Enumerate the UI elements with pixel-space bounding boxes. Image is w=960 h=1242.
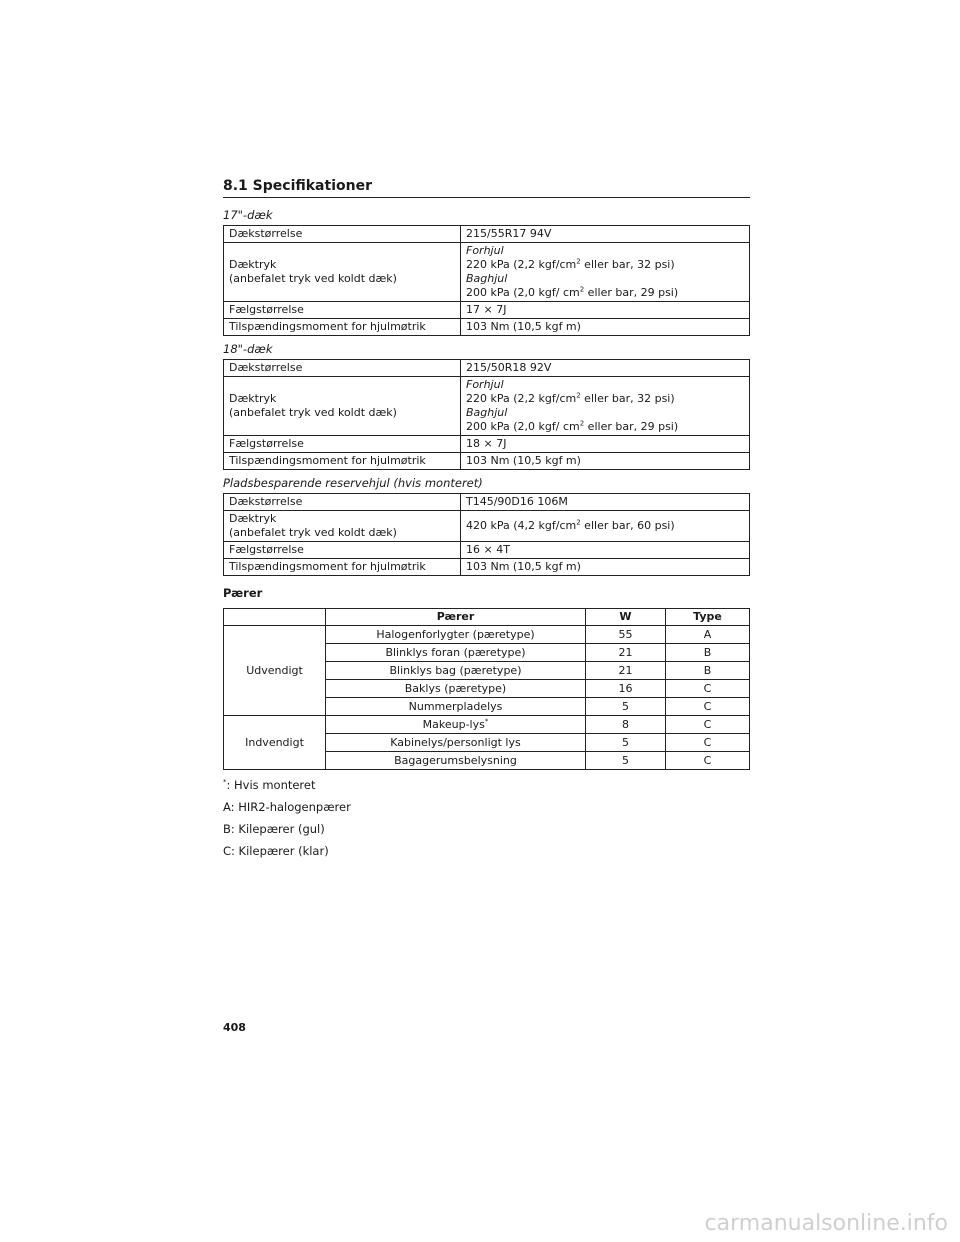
table-row [224,511,750,542]
watermark: carmanualsonline.info [704,1211,948,1236]
table-row [224,453,750,470]
page-content [223,178,750,866]
header-empty [224,609,326,626]
bulb-type: A [666,626,750,644]
bulb-watt: 8 [586,716,666,734]
bulb-type: C [666,716,750,734]
footnote: *: Hvis monteret [223,778,316,792]
rear-wheel-label: Baghjul [466,406,508,419]
bulb-watt: 21 [586,662,666,680]
footnote-mark: * [484,717,489,726]
torque-label: Tilspændingsmoment for hjulmøtrik [224,559,461,576]
tire-pressure-label-line2: (anbefalet tryk ved koldt dæk) [229,526,397,539]
legend-a: A: HIR2-halogenpærer [223,800,351,814]
rear-wheel-label: Baghjul [466,272,508,285]
tire-pressure-label-line1: Dæktryk [229,258,277,271]
table-row [224,319,750,336]
bulb-watt: 55 [586,626,666,644]
table-row [224,542,750,559]
legend-c: C: Kilepærer (klar) [223,844,329,858]
spare-title: Pladsbesparende reservehjul (hvis monteret) [223,476,483,490]
tire-pressure-value [461,377,750,436]
bulb-name: Bagagerumsbelysning [326,752,586,770]
bulb-type: C [666,752,750,770]
exterior-label: Udvendigt [224,626,326,716]
tire-pressure-label [224,377,461,436]
bulb-name: Kabinelys/personligt lys [326,734,586,752]
section-title: 8.1 Specifikationer [223,178,750,198]
torque-value: 103 Nm (10,5 kgf m) [461,319,750,336]
tires17-table [223,225,750,336]
rim-size-label: Fælgstørrelse [224,542,461,559]
bulb-type: C [666,680,750,698]
bulb-name: Blinklys foran (pæretype) [326,644,586,662]
header-type: Type [666,609,750,626]
bulb-watt: 5 [586,734,666,752]
rear-wheel-pressure: 200 kPa (2,0 kgf/ $cm^2$ eller bar, 29 psi) [466,419,679,433]
table-row [224,494,750,511]
tire-size-value: T145/90D16 106M [461,494,750,511]
bulb-name: Baklys (pæretype) [326,680,586,698]
rim-size-label: Fælgstørrelse [224,302,461,319]
page-number: 408 [223,1021,246,1034]
header-w: W [586,609,666,626]
bulbs-title: Pærer [223,586,263,600]
bulb-type: B [666,662,750,680]
interior-label: Indvendigt [224,716,326,770]
rear-wheel-pressure: 200 kPa (2,0 kgf/ $cm^2$ eller bar, 29 psi) [466,285,679,299]
table-row [224,626,750,644]
table-row [224,360,750,377]
front-wheel-label: Forhjul [466,378,504,391]
tire-pressure-value [461,243,750,302]
torque-value: 103 Nm (10,5 kgf m) [461,559,750,576]
table-row [224,716,750,734]
bulb-watt: 5 [586,698,666,716]
bulb-type: C [666,698,750,716]
bulb-name: Halogenforlygter (pæretype) [326,626,586,644]
bulb-name: Nummerpladelys [326,698,586,716]
bulb-type: B [666,644,750,662]
torque-value: 103 Nm (10,5 kgf m) [461,453,750,470]
tires17-title: 17"-dæk [223,208,273,222]
tire-pressure-value: 420 kPa (4,2 kgf/$cm^2$ eller bar, 60 psi) [461,511,750,542]
front-wheel-pressure: 220 kPa (2,2 kgf/$cm^2$ eller bar, 32 psi) [466,391,675,405]
table-row [224,243,750,302]
tire-size-label: Dækstørrelse [224,360,461,377]
tire-size-value: 215/50R18 92V [461,360,750,377]
spare-table [223,493,750,576]
legend-b: B: Kilepærer (gul) [223,822,325,836]
bulb-name: Makeup-lys* [326,716,586,734]
bulb-name: Blinklys bag (pæretype) [326,662,586,680]
front-wheel-pressure: 220 kPa (2,2 kgf/$cm^2$ eller bar, 32 psi) [466,257,675,271]
header-bulb: Pærer [326,609,586,626]
front-wheel-label: Forhjul [466,244,504,257]
bulb-watt: 16 [586,680,666,698]
torque-label: Tilspændingsmoment for hjulmøtrik [224,453,461,470]
table-row [224,377,750,436]
tire-size-value: 215/55R17 94V [461,226,750,243]
rim-size-value: 16 × 4T [461,542,750,559]
rim-size-label: Fælgstørrelse [224,436,461,453]
tire-pressure-label-line1: Dæktryk [229,392,277,405]
rim-size-value: 17 × 7J [461,302,750,319]
table-row [224,302,750,319]
tire-size-label: Dækstørrelse [224,494,461,511]
table-row [224,436,750,453]
table-row [224,559,750,576]
tires18-table [223,359,750,470]
bulb-type: C [666,734,750,752]
tires18-title: 18"-dæk [223,342,273,356]
tire-size-label: Dækstørrelse [224,226,461,243]
torque-label: Tilspændingsmoment for hjulmøtrik [224,319,461,336]
table-row [224,226,750,243]
tire-pressure-label-line1: Dæktryk [229,512,277,525]
tire-pressure-label [224,243,461,302]
bulb-watt: 5 [586,752,666,770]
tire-pressure-label-line2: (anbefalet tryk ved koldt dæk) [229,272,397,285]
tire-pressure-label [224,511,461,542]
bulb-watt: 21 [586,644,666,662]
rim-size-value: 18 × 7J [461,436,750,453]
bulbs-table [223,608,750,770]
table-header-row [224,609,750,626]
tire-pressure-label-line2: (anbefalet tryk ved koldt dæk) [229,406,397,419]
